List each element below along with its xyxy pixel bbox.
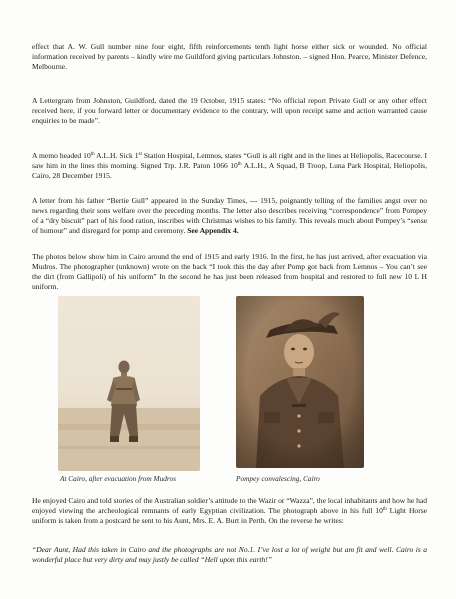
superscript: st bbox=[138, 152, 142, 157]
paragraph-father-letter bbox=[32, 196, 427, 236]
cairo-text-part: Light Horse uniform is taken from a postcard he sent to his Aunt, Mrs. E. A. Burt in Perth. On the reverse he writes: bbox=[32, 506, 427, 526]
postcard-quote: “Dear Aunt, Had this taken in Cairo and the photographs are not No.1. I’ve lost a lot of weight but am fit and well. Cairo is a wonderful place but very dirty and may justly be called “Hell upon this earth!” bbox=[32, 545, 427, 565]
paragraph-telegram bbox=[32, 42, 427, 72]
superscript: th bbox=[90, 152, 95, 157]
soldier-standing-photo bbox=[58, 296, 200, 471]
paragraph-text: effect that A. W. Gull number nine four eight, fifth reinforcements tenth light horse either sick or wounded. No official information received by parents – kindly wire me Guildford giving particulars Johnston. – signed Hon. Pearce, Minister Defence, Melbourne. bbox=[32, 42, 427, 72]
superscript: th bbox=[237, 162, 242, 168]
paragraph-photos-intro bbox=[32, 252, 427, 292]
paragraph-cairo bbox=[32, 496, 427, 526]
memo-text-part: A.L.H., A Squad, B Troop, Luna Park Hospital, Heliopolis, Cairo, 28 December 1915. bbox=[32, 161, 427, 181]
paragraph-text: The photos below show him in Cairo around the end of 1915 and early 1916. In the first, he has just arrived, after evacuation via Mudros. The photographer (unknown) wrote on the back “I took this the day after Pomp got back from Lemnos – You can’t see the dirt (from Gallipoli) of his uniform” In the second he has just been released from hospital and restored to full new 10 L H uniform. bbox=[32, 252, 427, 292]
superscript: th bbox=[382, 507, 387, 513]
cairo-text-part: He enjoyed Cairo and told stories of the Australian soldier’s attitude to the Wazir or “Wazza”, the local inhabitants and how he had enjoyed viewing the archeological remnants of early Egyptian civilization. The photograph above in his full 10 bbox=[32, 496, 427, 516]
memo-text-part: A memo headed 10 bbox=[32, 151, 91, 160]
paragraph-lettergram bbox=[32, 96, 427, 126]
soldier-portrait-photo bbox=[236, 296, 364, 468]
paragraph-text: A Lettergram from Johnston, Guildford, dated the 19 October, 1915 states: “No official report Private Gull or any other effect received here, if you forward letter or documentary evidence to the contrary, will upon receipt same and action warranted cause enquiries to be made”. bbox=[32, 96, 427, 126]
caption-right: Pompey convalescing, Cairo bbox=[236, 474, 320, 483]
memo-text-part: A.L.H. Sick 1 bbox=[94, 151, 139, 160]
paragraph-memo bbox=[32, 151, 427, 181]
caption-left: At Cairo, after evacuation from Mudros bbox=[60, 474, 176, 483]
memo-text-part: Station Hospital, Lemnos, states “Gull is all right and in the lines at Heliopolis, Racecourse. I saw him in the lines this morning. Signed Trp. J.R. Paton 1066 10 bbox=[32, 151, 428, 171]
paragraph-text: A letter from his father “Bertie Gull” appeared in the Sunday Times, --- 1915, poignantly telling of the families angst over no news regarding their sons welfare over the preceding months. The letter also describes receiving “correspondence” from Pompey of a “dry biscuit” part of his food ration, inscribes with Christmas wishes to his family. This reveals much about Pompey’s “sense of humour” and disregard for pomp and ceremony. bbox=[32, 196, 427, 236]
appendix-reference: See Appendix 4. bbox=[187, 226, 239, 236]
